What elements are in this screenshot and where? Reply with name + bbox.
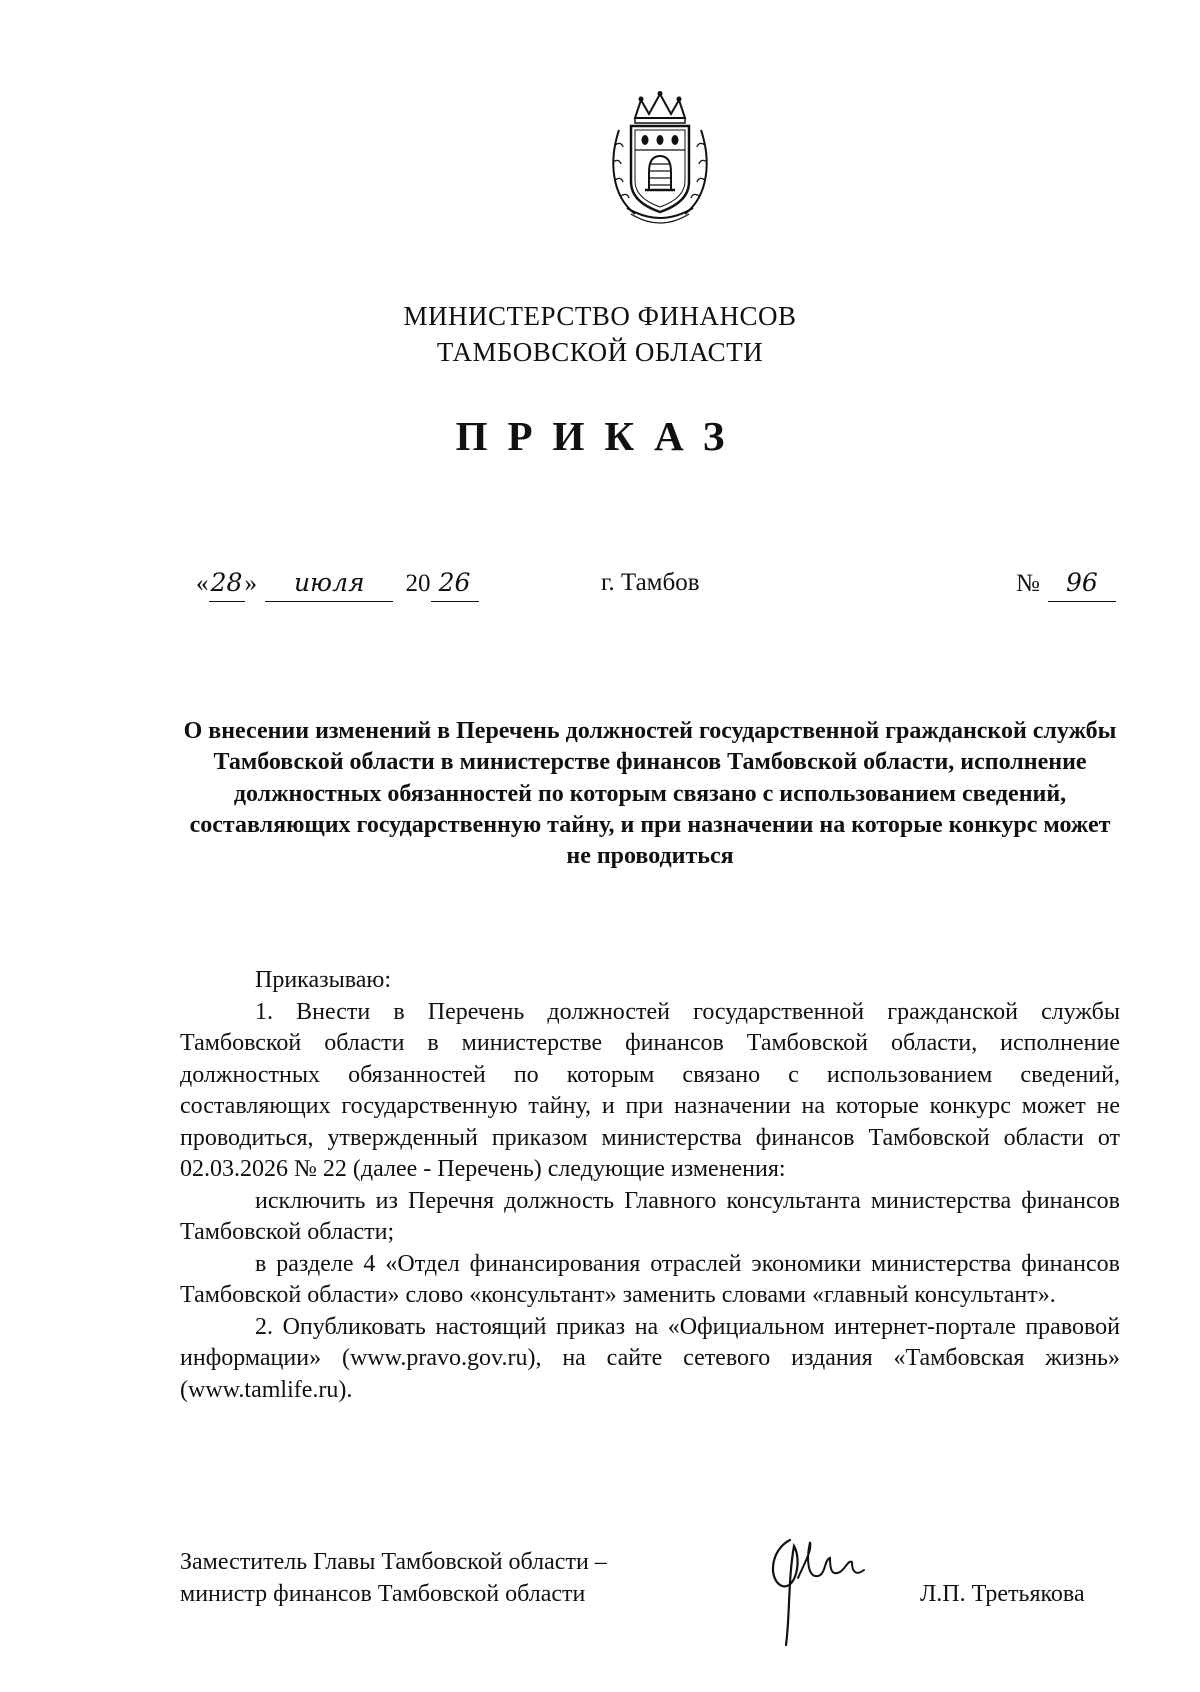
date-day: 28 xyxy=(209,565,245,602)
date-year-prefix: 20 xyxy=(405,570,431,597)
date-year-suffix: 26 xyxy=(431,565,479,602)
signer-position-line1: Заместитель Главы Тамбовской области – xyxy=(180,1549,607,1575)
document-type-title: ПРИКАЗ xyxy=(455,413,745,459)
date-quote-close: » xyxy=(244,570,257,597)
handwritten-signature-icon xyxy=(760,1520,910,1650)
ministry-name-line1: МИНИСТЕРСТВО ФИНАНСОВ xyxy=(403,301,797,331)
signer-position xyxy=(180,1546,607,1610)
signer-name: Л.П. Третьякова xyxy=(920,1581,1085,1607)
body-intro: Приказываю: xyxy=(255,967,391,993)
date-quote-open: « xyxy=(196,570,209,597)
tambov-coat-of-arms-icon xyxy=(605,90,715,225)
number-label: № xyxy=(1016,570,1040,597)
order-number xyxy=(1016,565,1116,602)
body-paragraph-1: 1. Внести в Перечень должностей государственной гражданской службы Тамбовской области в министерстве финансов Тамбовской области, исполнение должностных обязанностей по которым связано с использованием сведений, составляющих государственную тайну, и при назначении на которые конкурс может не проводиться, утвержденный приказом министерства финансов Тамбовской области от 02.03.2026 № 22 (далее - Перечень) следующие изменения: xyxy=(180,998,1120,1182)
signer-position-line2: министр финансов Тамбовской области xyxy=(180,1581,586,1607)
body-paragraph-2: исключить из Перечня должность Главного консультанта министерства финансов Тамбовской области; xyxy=(180,1187,1120,1245)
body-paragraph-3: в разделе 4 «Отдел финансирования отраслей экономики министерства финансов Тамбовской области» слово «консультант» заменить словами «главный консультант». xyxy=(180,1250,1120,1308)
number-value: 96 xyxy=(1048,565,1116,602)
order-heading: О внесении изменений в Перечень должностей государственной гражданской службы Тамбовской области в министерстве финансов Тамбовской области, исполнение должностных обязанностей по которым связано с использованием сведений, составляющих государственную тайну, и при назначении на которые конкурс может не проводиться xyxy=(183,718,1117,870)
body-paragraph-4: 2. Опубликовать настоящий приказ на «Официальном интернет-портале правовой информации» (www.pravo.gov.ru), на сайте сетевого издания «Тамбовская жизнь» (www.tamlife.ru). xyxy=(180,1313,1120,1403)
ministry-name-line2: ТАМБОВСКОЙ ОБЛАСТИ xyxy=(436,337,764,367)
order-body xyxy=(180,965,1120,1406)
order-date xyxy=(196,565,479,601)
date-month: июля xyxy=(265,565,393,602)
order-city: г. Тамбов xyxy=(601,569,700,596)
